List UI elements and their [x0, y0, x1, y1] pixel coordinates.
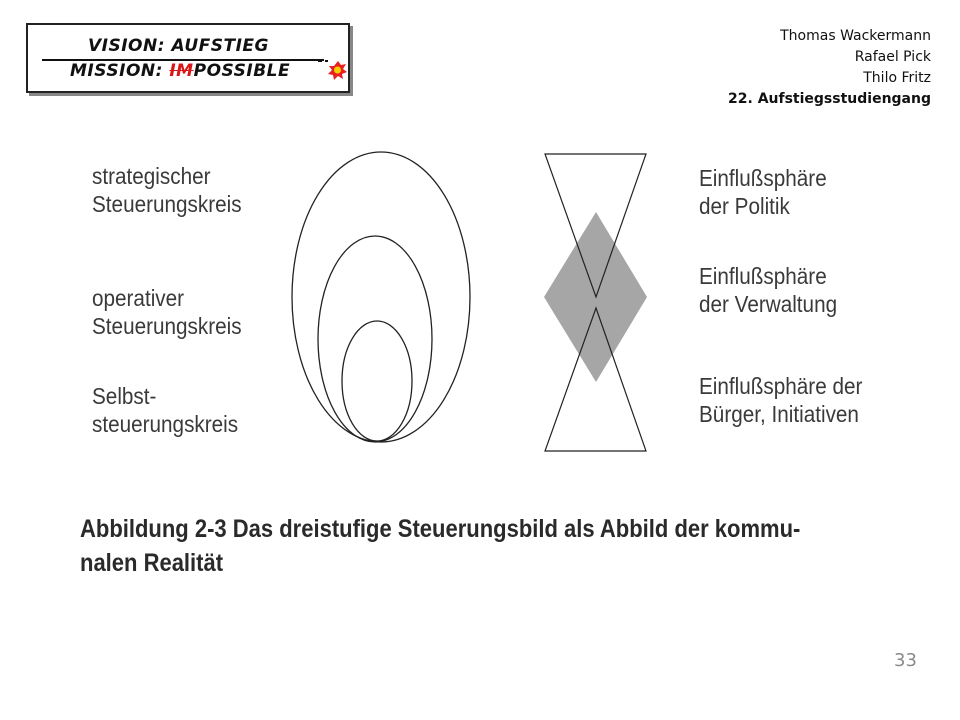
label-line: Selbst-: [92, 383, 157, 409]
label-line: strategischer: [92, 163, 211, 189]
operative-circle: [318, 236, 432, 442]
logo-struck-im: IM: [169, 61, 194, 81]
label-administration: [699, 262, 837, 318]
caption-line: Abbildung 2-3 Das dreistufige Steuerungsbild als Abbild der kommu-: [80, 515, 801, 543]
label-line: Einflußsphäre: [699, 263, 827, 289]
label-line: Steuerungskreis: [92, 313, 242, 339]
author-name: Thilo Fritz: [863, 70, 931, 86]
logo-line-vision: VISION: AUFSTIEG: [88, 36, 269, 56]
page-number: 33: [894, 650, 917, 671]
caption-line: nalen Realität: [80, 549, 224, 577]
label-politics: [699, 164, 827, 220]
label-line: steuerungskreis: [92, 411, 239, 437]
self-steering-circle: [342, 321, 412, 441]
author-name: Rafael Pick: [854, 49, 931, 65]
label-operative: [92, 284, 242, 340]
strategic-circle: [292, 152, 470, 442]
label-strategic: [92, 162, 242, 218]
logo-mission-suffix: POSSIBLE: [193, 61, 291, 81]
author-name: Thomas Wackermann: [780, 28, 931, 44]
logo-mission-prefix: MISSION:: [70, 61, 170, 81]
label-line: Einflußsphäre: [699, 165, 827, 191]
course-name: 22. Aufstiegsstudiengang: [728, 91, 931, 107]
label-line: operativer: [92, 285, 185, 311]
label-line: Einflußsphäre der: [699, 373, 863, 399]
label-line: Steuerungskreis: [92, 191, 242, 217]
label-self-steering: [92, 382, 238, 438]
label-citizens: [699, 372, 862, 428]
figure-caption: [80, 512, 800, 580]
label-line: Bürger, Initiativen: [699, 401, 859, 427]
label-line: der Verwaltung: [699, 291, 838, 317]
label-line: der Politik: [699, 193, 790, 219]
